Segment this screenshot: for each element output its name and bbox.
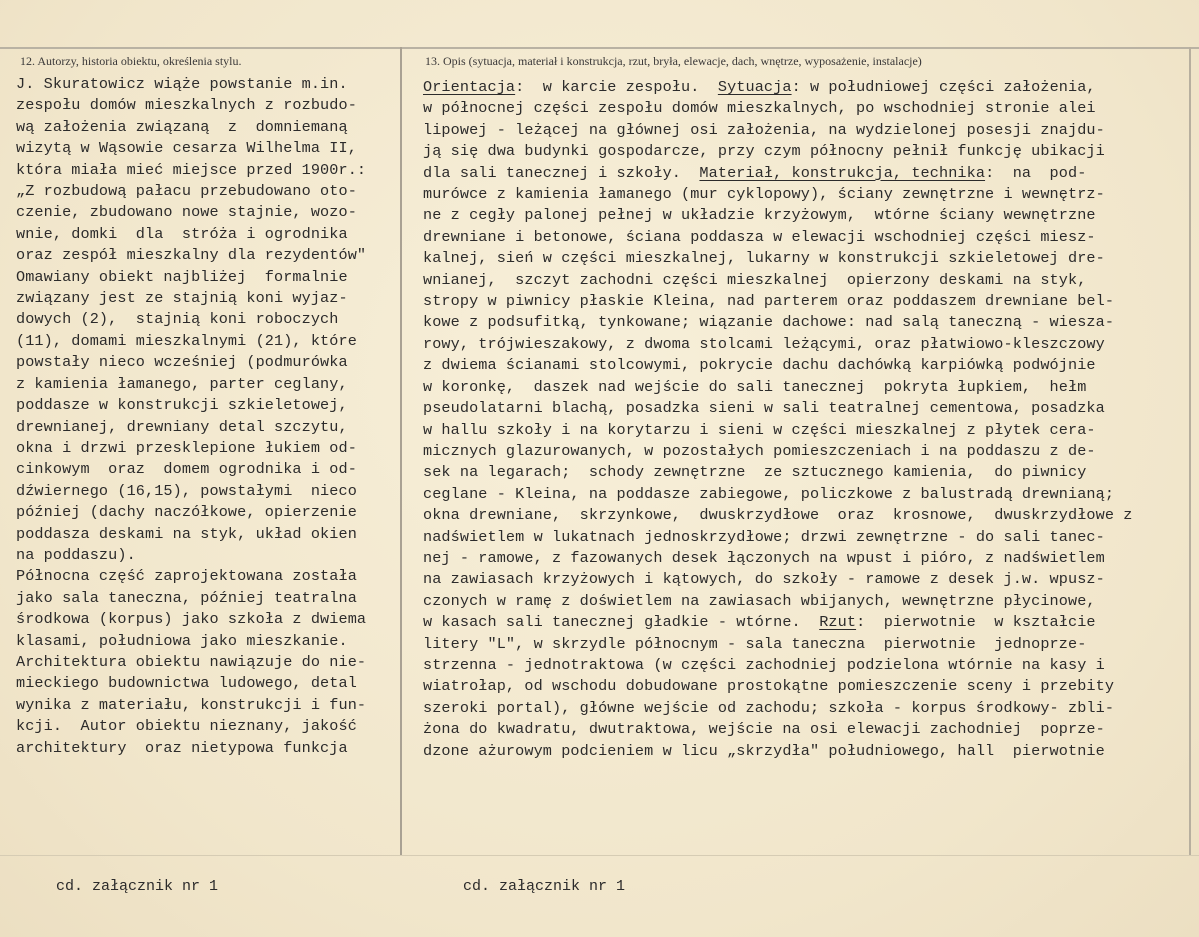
- text-line: [423, 569, 1132, 590]
- right-border: [1189, 47, 1191, 855]
- text-line: wizytą w Wąsowie cesarza Wilhelma II,: [16, 139, 357, 158]
- text-line: [423, 420, 1132, 441]
- text-segment: strzenna - jednotraktowa (w części zachodniej podzielona wtórnie na kasy i: [423, 655, 1105, 674]
- text-line: [423, 77, 1132, 98]
- text-segment: ne z cegły palonej pełnej w układzie krzyżowym, wtórne ściany wewnętrzne: [423, 206, 1096, 225]
- text-line: architektury oraz nietypowa funkcja: [16, 738, 348, 757]
- text-line: [423, 334, 1132, 355]
- top-rule: [0, 47, 1199, 49]
- text-line: na poddaszu).: [16, 545, 136, 564]
- text-segment: lipowej - leżącej na głównej osi założenia, na wydzielonej posesji znajdu-: [423, 120, 1105, 139]
- text-line: [423, 548, 1132, 569]
- underlined-term: Sytuacja: [717, 78, 792, 96]
- text-line: [423, 227, 1132, 248]
- text-line: [423, 462, 1132, 483]
- text-line: poddasze w konstrukcji szkieletowej,: [16, 396, 348, 415]
- text-segment: dla sali tanecznej i szkoły.: [423, 163, 700, 182]
- text-line: później (dachy naczółkowe, opierzenie: [16, 503, 357, 522]
- text-line: środkowa (korpus) jako szkoła z dwiema: [16, 610, 367, 629]
- text-segment: nadświetlem w lukatnach jednoskrzydłowe; drzwi zewnętrzne - do sali tanec-: [423, 527, 1105, 546]
- text-line: [423, 98, 1132, 119]
- text-line: [423, 120, 1132, 141]
- text-line: Architektura obiektu nawiązuje do nie-: [16, 652, 367, 671]
- text-line: [423, 612, 1132, 633]
- text-line: dowych (2), stajnią koni roboczych: [16, 310, 339, 329]
- text-line: [423, 484, 1132, 505]
- text-line: związany jest ze stajnią koni wyjaz-: [16, 289, 348, 308]
- section-13-heading: 13. Opis (sytuacja, materiał i konstrukcja, rzut, bryła, elewacje, dach, wnętrze, wyposażenie, instalacje): [425, 54, 922, 68]
- text-line: czenie, zbudowano nowe stajnie, wozo-: [16, 203, 357, 222]
- text-line: [423, 398, 1132, 419]
- section-12-heading: 12. Autorzy, historia obiektu, określenia stylu.: [20, 54, 242, 68]
- text-line: okna i drzwi przesklepione łukiem od-: [16, 438, 357, 457]
- text-segment: okna drewniane, skrzynkowe, dwuskrzydłowe oraz krosnowe, dwuskrzydłowe z: [423, 506, 1133, 525]
- underlined-term: Rzut: [819, 613, 857, 632]
- text-segment: stropy w piwnicy płaskie Kleina, nad parterem oraz poddaszem drewniane bel-: [423, 292, 1115, 311]
- text-line: wnie, domki dla stróża i ogrodnika: [16, 224, 348, 243]
- text-segment: w hallu szkoły i na korytarzu i sieni w części mieszkalnej z płytek cera-: [423, 420, 1096, 439]
- text-line: cinkowym oraz domem ogrodnika i od-: [16, 460, 357, 479]
- text-line: jako sala taneczna, później teatralna: [16, 588, 357, 607]
- text-segment: micznych glazurowanych, w pozostałych pomieszczeniach i na poddaszu z de-: [423, 441, 1096, 460]
- text-segment: szeroki portal), główne wejście od zachodu; szkoła - korpus środkowy- zbli-: [423, 698, 1115, 717]
- text-line: [423, 377, 1132, 398]
- text-line: wynika z materiału, konstrukcji i fun-: [16, 695, 367, 714]
- underlined-term: Materiał, konstrukcja, technika: [699, 163, 986, 182]
- footer-right-note: cd. załącznik nr 1: [463, 878, 626, 895]
- text-segment: w północnej części zespołu domów mieszkalnych, po wschodniej stronie alei: [423, 99, 1096, 118]
- text-segment: murówce z kamienia łamanego (mur cyklopowy), ściany zewnętrzne i wewnętrz-: [423, 185, 1105, 204]
- text-line: [423, 719, 1132, 740]
- text-line: [423, 441, 1132, 462]
- text-line: wą założenia związaną z domniemaną: [16, 117, 348, 136]
- text-segment: : w południowej części założenia,: [791, 78, 1096, 96]
- text-segment: : na pod-: [985, 163, 1087, 182]
- text-line: oraz zespół mieszkalny dla rezydentów": [16, 246, 367, 265]
- text-segment: nej - ramowe, z fazowanych desek łączonych na wpust i pióro, z nadświetlem: [423, 548, 1105, 567]
- text-line: [423, 505, 1132, 526]
- text-segment: : pierwotnie w kształcie: [856, 613, 1096, 632]
- text-segment: w kasach sali tanecznej gładkie - wtórne.: [423, 613, 820, 632]
- text-line: [423, 698, 1132, 719]
- text-line: która miała mieć miejsce przed 1900r.:: [16, 160, 367, 179]
- text-segment: sek na legarach; schody zewnętrzne ze sztucznego kamienia, do piwnicy: [423, 463, 1087, 482]
- text-line: dźwiernego (16,15), powstałymi nieco: [16, 481, 357, 500]
- text-line: z kamienia łamanego, parter ceglany,: [16, 374, 348, 393]
- text-line: klasami, południowa jako mieszkanie.: [16, 631, 348, 650]
- text-line: [423, 141, 1132, 162]
- bottom-rule: [0, 855, 1199, 856]
- text-line: [423, 205, 1132, 226]
- text-line: mieckiego budownictwa ludowego, detal: [16, 674, 357, 693]
- text-line: [423, 527, 1132, 548]
- text-segment: z dwiema ścianami stolcowymi, pokrycie dachu dachówką karpiówką podwójnie: [423, 356, 1096, 375]
- text-segment: dzone ażurowym podcieniem w licu „skrzydła" południowego, hall pierwotnie: [423, 741, 1105, 760]
- text-segment: ceglane - Kleina, na poddasze zabiegowe, policzkowe z balustradą drewnianą;: [423, 484, 1115, 503]
- text-line: zespołu domów mieszkalnych z rozbudo-: [16, 96, 357, 115]
- text-line: „Z rozbudową pałacu przebudowano oto-: [16, 182, 357, 201]
- text-line: drewnianej, drewniany detal szczytu,: [16, 417, 348, 436]
- text-line: [423, 591, 1132, 612]
- text-line: [423, 291, 1132, 312]
- text-line: [423, 655, 1132, 676]
- text-line: [423, 312, 1132, 333]
- text-line: kcji. Autor obiektu nieznany, jakość: [16, 717, 357, 736]
- text-segment: pseudolatarni blachą, posadzka sieni w sali teatralnej cementowa, posadzka: [423, 399, 1105, 418]
- text-segment: litery "L", w skrzydle północnym - sala taneczna pierwotnie jednoprze-: [423, 634, 1087, 653]
- text-line: [423, 163, 1132, 184]
- text-segment: na zawiasach krzyżowych i kątowych, do szkoły - ramowe z desek j.w. wpusz-: [423, 570, 1105, 589]
- text-segment: kalnej, sień w części mieszkalnej, lukarny w konstrukcji szkieletowej dre-: [423, 249, 1105, 268]
- text-segment: żona do kwadratu, dwutraktowa, wejście na osi elewacji zachodniej poprze-: [423, 720, 1105, 739]
- text-line: [423, 184, 1132, 205]
- text-segment: ją się dwa budynki gospodarcze, przy czym północny pełnił funkcję ubikacji: [423, 142, 1105, 161]
- text-segment: rowy, trójwieszakowy, z dwoma stolcami leżącymi, oraz płatwiowo-kleszczowy: [423, 334, 1105, 353]
- text-line: [423, 270, 1132, 291]
- text-segment: drewniane i betonowe, ściana poddasza w elewacji wschodniej części miesz-: [423, 227, 1096, 246]
- text-line: [423, 355, 1132, 376]
- text-line: powstały nieco wcześniej (podmurówka: [16, 353, 348, 372]
- section-13-body: [423, 77, 1132, 762]
- text-segment: wiatrołap, od wschodu dobudowane prostokątne pomieszczenie sceny i przebity: [423, 677, 1115, 696]
- text-line: [423, 248, 1132, 269]
- column-divider: [400, 47, 402, 855]
- text-line: J. Skuratowicz wiąże powstanie m.in.: [16, 75, 348, 93]
- text-line: Omawiany obiekt najbliżej formalnie: [16, 267, 348, 286]
- footer-left-note: cd. załącznik nr 1: [56, 878, 219, 895]
- text-line: [423, 634, 1132, 655]
- text-segment: kowe z podsufitką, tynkowane; wiązanie dachowe: nad salą taneczną - wiesza-: [423, 313, 1115, 332]
- underlined-term: Orientacja: [423, 78, 516, 96]
- text-line: [423, 676, 1132, 697]
- text-line: [423, 741, 1132, 762]
- text-segment: wnianej, szczyt zachodni części mieszkalnej opierzony deskami na styk,: [423, 270, 1087, 289]
- text-segment: w koronkę, daszek nad wejście do sali tanecznej pokryta łupkiem, hełm: [423, 377, 1087, 396]
- text-segment: czonych w ramę z doświetlem na zawiasach wbijanych, wewnętrzne płycinowe,: [423, 591, 1096, 610]
- text-line: Północna część zaprojektowana została: [16, 567, 357, 586]
- text-line: (11), domami mieszkalnymi (21), które: [16, 331, 357, 350]
- section-12-body: [16, 74, 366, 759]
- text-segment: : w karcie zespołu.: [515, 78, 718, 96]
- text-line: poddasza deskami na styk, układ okien: [16, 524, 357, 543]
